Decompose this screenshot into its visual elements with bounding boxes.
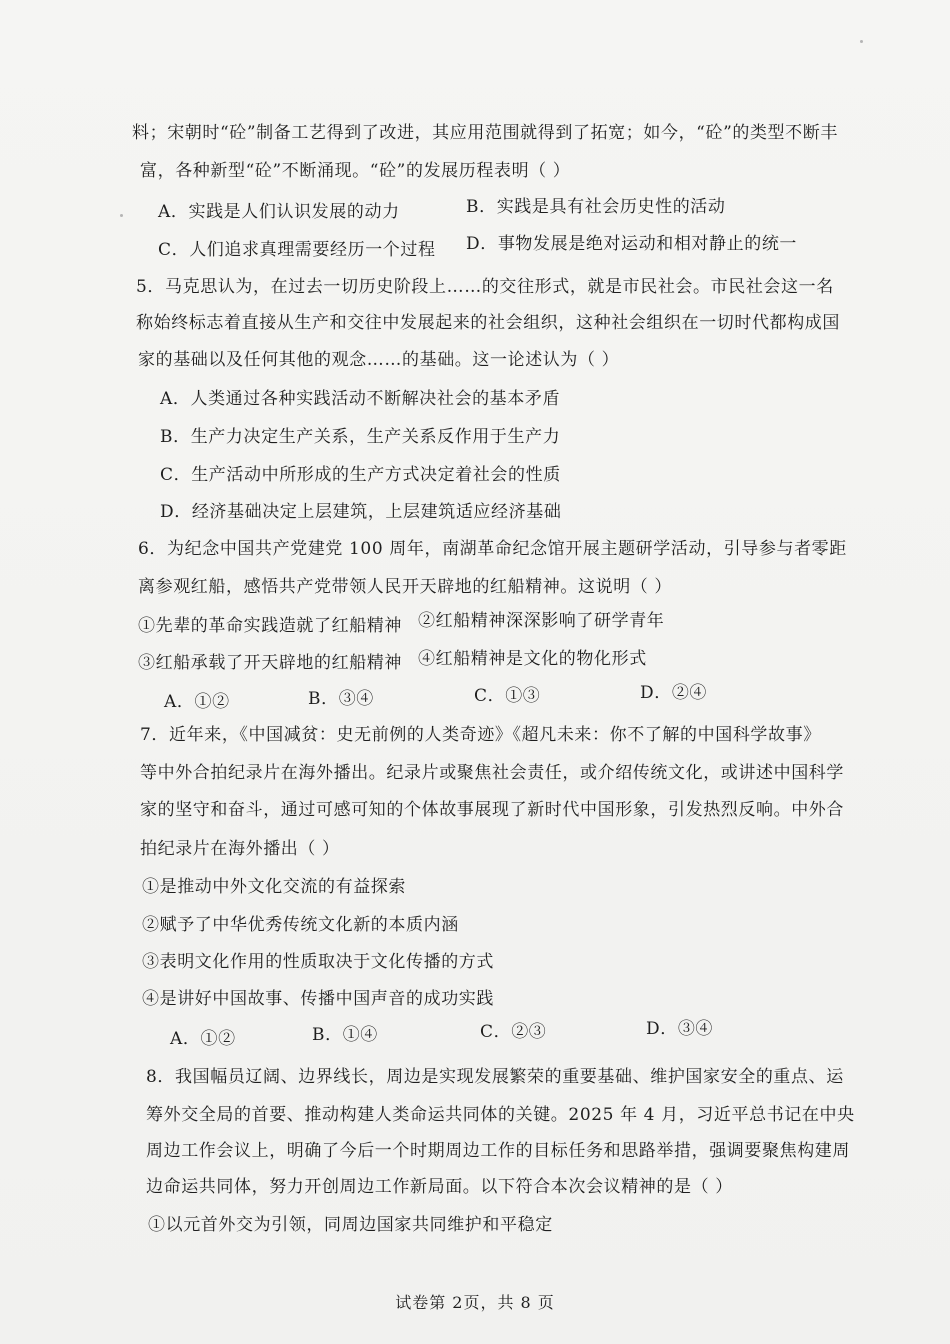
q5-stem-line-1: 5．马克思认为，在过去一切历史阶段上……的交往形式，就是市民社会。市民社会这一名 — [136, 277, 834, 297]
q7-stem-line-1: 7．近年来，《中国减贫：史无前例的人类奇迹》《超凡未来：你不了解的中国科学故事》 — [140, 725, 821, 745]
q6-statement-2: ②红船精神深深影响了研学青年 — [418, 611, 665, 631]
q7-option-b: B．①④ — [312, 1025, 378, 1045]
q5-option-b: B．生产力决定生产关系，生产关系反作用于生产力 — [160, 427, 561, 447]
q4-option-a: A．实践是人们认识发展的动力 — [158, 202, 400, 222]
q4-option-d: D．事物发展是绝对运动和相对静止的统一 — [466, 234, 798, 254]
q6-statement-3: ③红船承载了开天辟地的红船精神 — [138, 653, 402, 673]
q6-option-c: C．①③ — [474, 686, 541, 706]
q8-stem-line-2: 筹外交全局的首要、推动构建人类命运共同体的关键。2025 年 4 月，习近平总书记在中央 — [146, 1105, 855, 1125]
q7-statement-4: ④是讲好中国故事、传播中国声音的成功实践 — [142, 989, 494, 1009]
q6-statement-1: ①先辈的革命实践造就了红船精神 — [138, 616, 402, 636]
q4-option-c: C．人们追求真理需要经历一个过程 — [158, 240, 436, 260]
q7-stem-line-3: 家的坚守和奋斗，通过可感可知的个体故事展现了新时代中国形象，引发热烈反响。中外合 — [140, 800, 844, 820]
scan-speck — [860, 40, 863, 43]
q6-stem-line-1: 6．为纪念中国共产党建党 100 周年，南湖革命纪念馆开展主题研学活动，引导参与者零距 — [138, 539, 847, 559]
q6-option-b: B．③④ — [308, 689, 374, 709]
q7-statement-3: ③表明文化作用的性质取决于文化传播的方式 — [142, 952, 494, 972]
q7-stem-line-2: 等中外合拍纪录片在海外播出。纪录片或聚焦社会责任，或介绍传统文化，或讲述中国科学 — [140, 763, 844, 783]
q5-option-c: C．生产活动中所形成的生产方式决定着社会的性质 — [160, 465, 561, 485]
scan-speck — [120, 214, 123, 217]
q4-stem-line-2: 富，各种新型“砼”不断涌现。“砼”的发展历程表明（ ） — [140, 161, 571, 181]
q5-stem-line-2: 称始终标志着直接从生产和交往中发展起来的社会组织，这种社会组织在一切时代都构成国 — [136, 313, 840, 333]
q6-option-a: A．①② — [164, 692, 230, 712]
q4-stem-line-1: 料；宋朝时“砼”制备工艺得到了改进，其应用范围就得到了拓宽；如今，“砼”的类型不断丰 — [132, 123, 838, 143]
q8-stem-line-1: 8．我国幅员辽阔、边界线长，周边是实现发展繁荣的重要基础、维护国家安全的重点、运 — [146, 1067, 844, 1087]
q8-stem-line-4: 边命运共同体，努力开创周边工作新局面。以下符合本次会议精神的是（ ） — [146, 1177, 733, 1197]
q7-statement-1: ①是推动中外文化交流的有益探索 — [142, 877, 406, 897]
q5-option-a: A．人类通过各种实践活动不断解决社会的基本矛盾 — [160, 389, 561, 409]
q5-stem-line-3: 家的基础以及任何其他的观念……的基础。这一论述认为（ ） — [138, 350, 620, 370]
q7-option-c: C．②③ — [480, 1022, 547, 1042]
q8-stem-line-3: 周边工作会议上，明确了今后一个时期周边工作的目标任务和思路举措，强调要聚焦构建周 — [146, 1141, 850, 1161]
q4-option-b: B．实践是具有社会历史性的活动 — [466, 197, 726, 217]
q7-stem-line-4: 拍纪录片在海外播出（ ） — [140, 839, 340, 859]
q8-statement-1: ①以元首外交为引领，同周边国家共同维护和平稳定 — [148, 1215, 553, 1235]
q6-option-d: D．②④ — [640, 683, 708, 703]
q7-statement-2: ②赋予了中华优秀传统文化新的本质内涵 — [142, 915, 459, 935]
q7-option-d: D．③④ — [646, 1019, 714, 1039]
page-number-footer: 试卷第 2页，共 8 页 — [395, 1293, 555, 1312]
q7-option-a: A．①② — [170, 1029, 236, 1049]
q6-stem-line-2: 离参观红船，感悟共产党带领人民开天辟地的红船精神。这说明（ ） — [138, 577, 673, 597]
q6-statement-4: ④红船精神是文化的物化形式 — [418, 649, 647, 669]
q5-option-d: D．经济基础决定上层建筑，上层建筑适应经济基础 — [160, 502, 562, 522]
